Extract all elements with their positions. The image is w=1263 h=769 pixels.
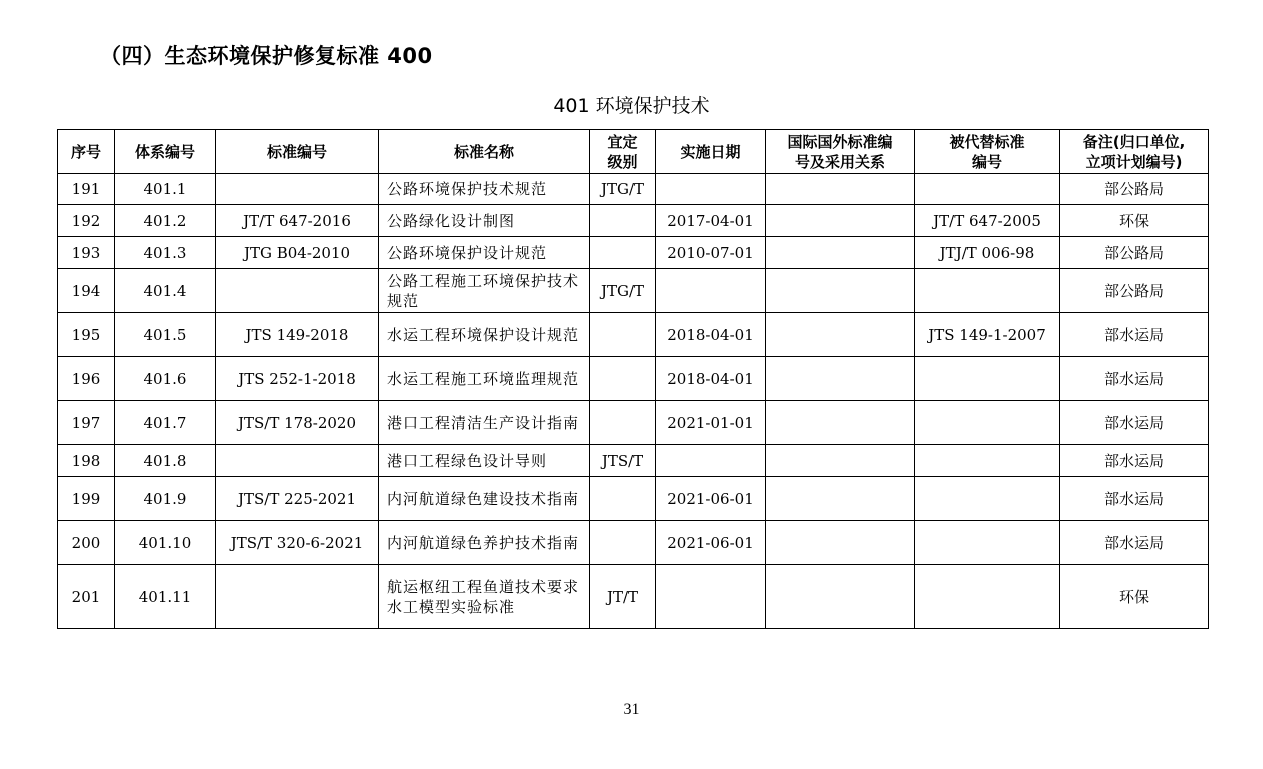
cell-remarks: 部水运局 [1060,357,1209,401]
cell-standard-name: 内河航道绿色建设技术指南 [379,477,590,521]
cell-standard-name: 公路绿化设计制图 [379,205,590,237]
cell-standard-code: JTS/T 178-2020 [216,401,379,445]
table-row [58,445,1209,477]
cell-standard-name: 公路环境保护设计规范 [379,237,590,269]
cell-standard-name: 航运枢纽工程鱼道技术要求 水工模型实验标准 [379,565,590,629]
cell-standard-code: JTS/T 225-2021 [216,477,379,521]
cell-standard-code [216,445,379,477]
cell-standard-name: 水运工程环境保护设计规范 [379,313,590,357]
header-standard-name: 标准名称 [379,130,590,174]
cell-replaced-standard: JTJ/T 006-98 [915,237,1060,269]
cell-effective-date: 2017-04-01 [656,205,766,237]
cell-replaced-standard [915,174,1060,205]
cell-replaced-standard [915,401,1060,445]
table-row [58,477,1209,521]
cell-standard-code: JTS 149-2018 [216,313,379,357]
cell-remarks: 部水运局 [1060,445,1209,477]
cell-international-ref [766,357,915,401]
cell-remarks: 部公路局 [1060,174,1209,205]
cell-international-ref [766,237,915,269]
cell-standard-code [216,565,379,629]
cell-standard-code [216,174,379,205]
cell-level [590,313,656,357]
table-body [58,174,1209,629]
cell-effective-date [656,269,766,313]
header-serial-no: 序号 [58,130,115,174]
header-international-ref: 国际国外标准编 号及采用关系 [766,130,915,174]
cell-level [590,237,656,269]
cell-serial-no: 195 [58,313,115,357]
cell-system-code: 401.4 [115,269,216,313]
cell-system-code: 401.5 [115,313,216,357]
cell-remarks: 部水运局 [1060,521,1209,565]
table-row [58,521,1209,565]
header-effective-date: 实施日期 [656,130,766,174]
cell-international-ref [766,269,915,313]
cell-effective-date: 2021-01-01 [656,401,766,445]
table-row [58,269,1209,313]
cell-standard-name: 港口工程绿色设计导则 [379,445,590,477]
cell-level: JTS/T [590,445,656,477]
cell-serial-no: 191 [58,174,115,205]
cell-standard-name: 公路环境保护技术规范 [379,174,590,205]
cell-serial-no: 201 [58,565,115,629]
header-remarks: 备注(归口单位, 立项计划编号) [1060,130,1209,174]
cell-system-code: 401.10 [115,521,216,565]
cell-effective-date: 2010-07-01 [656,237,766,269]
cell-effective-date: 2021-06-01 [656,477,766,521]
cell-system-code: 401.8 [115,445,216,477]
cell-effective-date: 2021-06-01 [656,521,766,565]
cell-replaced-standard [915,521,1060,565]
cell-standard-code: JT/T 647-2016 [216,205,379,237]
cell-serial-no: 200 [58,521,115,565]
cell-standard-code [216,269,379,313]
cell-serial-no: 194 [58,269,115,313]
cell-serial-no: 198 [58,445,115,477]
header-standard-code: 标准编号 [216,130,379,174]
cell-level [590,401,656,445]
cell-replaced-standard [915,269,1060,313]
cell-system-code: 401.7 [115,401,216,445]
cell-international-ref [766,445,915,477]
cell-serial-no: 192 [58,205,115,237]
cell-effective-date [656,565,766,629]
page-number: 31 [623,701,640,718]
cell-remarks: 部公路局 [1060,269,1209,313]
cell-international-ref [766,565,915,629]
cell-replaced-standard [915,565,1060,629]
cell-effective-date: 2018-04-01 [656,357,766,401]
cell-system-code: 401.2 [115,205,216,237]
cell-level: JTG/T [590,174,656,205]
header-system-code: 体系编号 [115,130,216,174]
table-row [58,313,1209,357]
cell-serial-no: 199 [58,477,115,521]
cell-serial-no: 197 [58,401,115,445]
cell-system-code: 401.6 [115,357,216,401]
section-heading: （四）生态环境保护修复标准 400 [100,44,433,68]
cell-replaced-standard [915,357,1060,401]
cell-level [590,205,656,237]
cell-standard-name: 内河航道绿色养护技术指南 [379,521,590,565]
cell-system-code: 401.3 [115,237,216,269]
cell-remarks: 环保 [1060,565,1209,629]
header-row [58,130,1209,174]
cell-replaced-standard [915,477,1060,521]
cell-level [590,477,656,521]
cell-remarks: 环保 [1060,205,1209,237]
cell-standard-name: 水运工程施工环境监理规范 [379,357,590,401]
cell-effective-date: 2018-04-01 [656,313,766,357]
cell-international-ref [766,401,915,445]
header-level: 宜定 级别 [590,130,656,174]
cell-replaced-standard [915,445,1060,477]
table-title: 401 环境保护技术 [553,95,710,117]
cell-standard-code: JTS 252-1-2018 [216,357,379,401]
cell-system-code: 401.1 [115,174,216,205]
cell-international-ref [766,313,915,357]
cell-replaced-standard: JTS 149-1-2007 [915,313,1060,357]
cell-effective-date [656,174,766,205]
cell-system-code: 401.11 [115,565,216,629]
cell-system-code: 401.9 [115,477,216,521]
cell-level: JT/T [590,565,656,629]
cell-remarks: 部水运局 [1060,313,1209,357]
cell-standard-name: 港口工程清洁生产设计指南 [379,401,590,445]
cell-serial-no: 193 [58,237,115,269]
standards-table [57,129,1209,629]
cell-standard-code: JTS/T 320-6-2021 [216,521,379,565]
cell-level [590,357,656,401]
header-replaced-standard: 被代替标准 编号 [915,130,1060,174]
table-row [58,174,1209,205]
cell-level [590,521,656,565]
cell-replaced-standard: JT/T 647-2005 [915,205,1060,237]
cell-international-ref [766,174,915,205]
cell-standard-code: JTG B04-2010 [216,237,379,269]
table-row [58,565,1209,629]
cell-effective-date [656,445,766,477]
cell-serial-no: 196 [58,357,115,401]
cell-remarks: 部水运局 [1060,401,1209,445]
cell-international-ref [766,521,915,565]
table-row [58,401,1209,445]
cell-international-ref [766,205,915,237]
cell-remarks: 部水运局 [1060,477,1209,521]
table-row [58,357,1209,401]
cell-standard-name: 公路工程施工环境保护技术规范 [379,269,590,313]
cell-international-ref [766,477,915,521]
cell-level: JTG/T [590,269,656,313]
cell-remarks: 部公路局 [1060,237,1209,269]
table-row [58,205,1209,237]
table-row [58,237,1209,269]
